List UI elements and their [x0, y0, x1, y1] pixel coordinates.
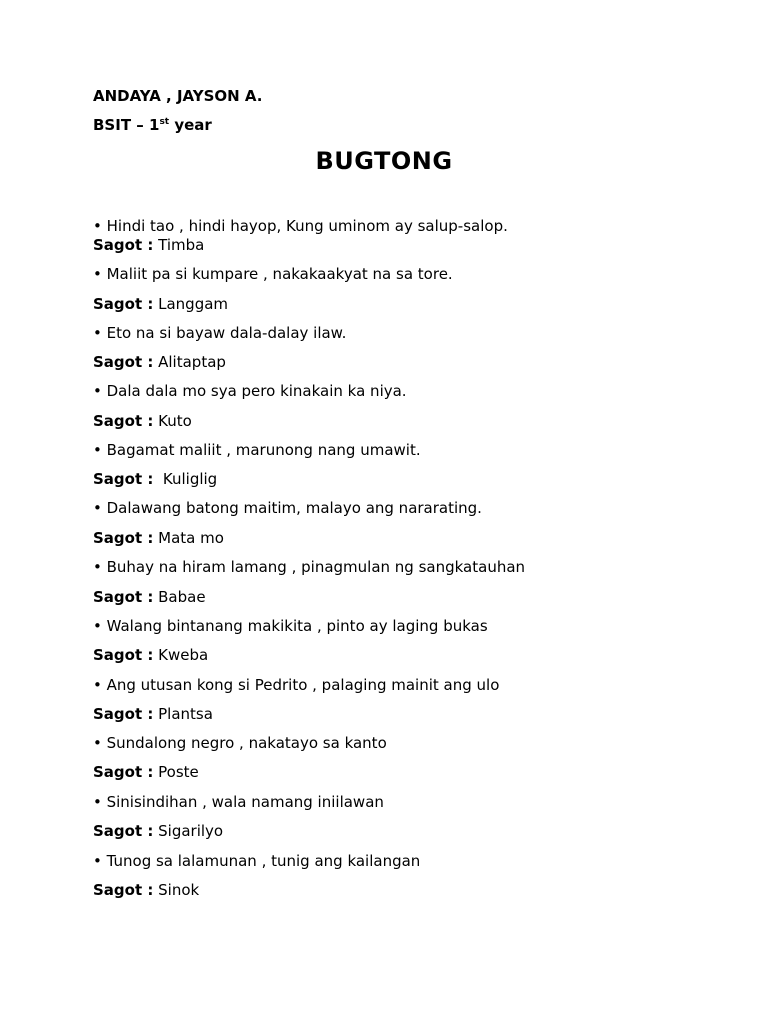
answer-text: Timba: [153, 236, 205, 254]
answer-label: Sagot :: [93, 822, 154, 840]
answer-label: Sagot :: [93, 529, 154, 547]
answer-text: Langgam: [153, 295, 229, 313]
answer-text: Babae: [153, 588, 206, 606]
riddle-question: • Sinisindihan , wala namang iniilawan: [93, 793, 384, 811]
answer-text: Kuto: [153, 412, 192, 430]
answer-text: Alitaptap: [153, 353, 226, 371]
riddle-question: • Eto na si bayaw dala-dalay ilaw.: [93, 324, 347, 342]
answer-text: Kuliglig: [153, 470, 218, 488]
riddle-answer: [93, 881, 199, 899]
riddle-question: • Dalawang batong maitim, malayo ang nararating.: [93, 499, 482, 517]
student-name: ANDAYA , JAYSON A.: [93, 87, 263, 105]
riddle-answer: [93, 412, 192, 430]
riddle-answer: [93, 295, 228, 313]
riddle-question: • Maliit pa si kumpare , nakakaakyat na sa tore.: [93, 265, 453, 283]
riddle-question: • Buhay na hiram lamang , pinagmulan ng sangkatauhan: [93, 558, 526, 576]
riddle-answer: [93, 646, 208, 664]
riddle-answer: [93, 763, 199, 781]
course-suffix: year: [169, 116, 212, 134]
answer-text: Sinok: [153, 881, 200, 899]
riddle-question: • Dala dala mo sya pero kinakain ka niya.: [93, 382, 407, 400]
riddle-answer: [93, 705, 213, 723]
riddle-answer: [93, 236, 204, 254]
riddle-question: • Walang bintanang makikita , pinto ay laging bukas: [93, 617, 488, 635]
answer-label: Sagot :: [93, 295, 154, 313]
answer-text: Poste: [153, 763, 199, 781]
riddle-answer: [93, 353, 226, 371]
riddle-answer: [93, 470, 217, 488]
answer-text: Kweba: [153, 646, 209, 664]
answer-label: Sagot :: [93, 881, 154, 899]
riddle-question: • Tunog sa lalamunan , tunig ang kailangan: [93, 852, 421, 870]
answer-label: Sagot :: [93, 763, 154, 781]
answer-label: Sagot :: [93, 588, 154, 606]
page-title: BUGTONG: [315, 147, 453, 175]
riddle-question: • Sundalong negro , nakatayo sa kanto: [93, 734, 387, 752]
riddle-question: • Hindi tao , hindi hayop, Kung uminom ay salup-salop.: [93, 217, 508, 235]
answer-label: Sagot :: [93, 646, 154, 664]
answer-label: Sagot :: [93, 470, 154, 488]
answer-text: Sigarilyo: [153, 822, 224, 840]
answer-label: Sagot :: [93, 705, 154, 723]
riddle-question: • Bagamat maliit , marunong nang umawit.: [93, 441, 421, 459]
course-superscript: st: [159, 117, 170, 127]
course-prefix: BSIT – 1: [93, 116, 160, 134]
riddle-answer: [93, 822, 223, 840]
riddle-question: • Ang utusan kong si Pedrito , palaging mainit ang ulo: [93, 676, 500, 694]
answer-text: Plantsa: [153, 705, 213, 723]
answer-label: Sagot :: [93, 412, 154, 430]
riddle-answer: [93, 529, 224, 547]
answer-label: Sagot :: [93, 236, 154, 254]
riddle-answer: [93, 588, 206, 606]
answer-label: Sagot :: [93, 353, 154, 371]
answer-text: Mata mo: [153, 529, 224, 547]
course-year: [93, 116, 212, 134]
